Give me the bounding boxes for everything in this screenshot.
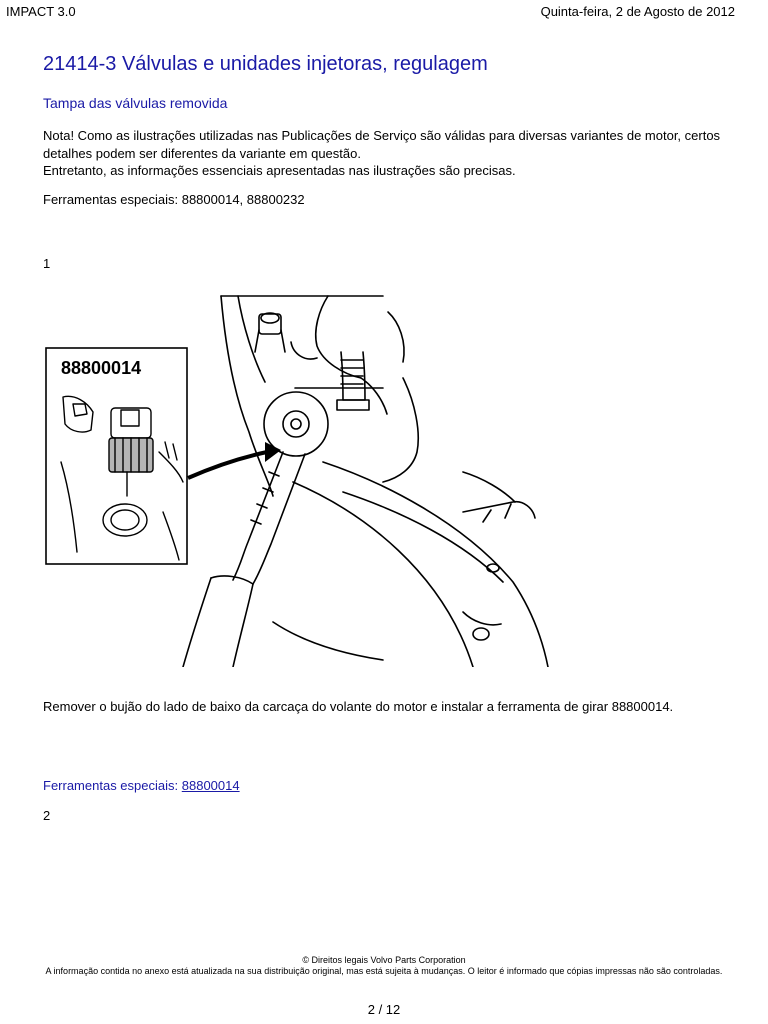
step-number-2: 2	[43, 808, 51, 823]
print-date: Quinta-feira, 2 de Agosto de 2012	[540, 4, 735, 19]
note-text: Nota! Como as ilustrações utilizadas nas Publicações de Serviço são válidas para diversas variantes de motor, certos detalhes podem ser diferentes da variante em questão.	[43, 128, 721, 161]
disclaimer-text: A informação contida no anexo está atualizada na sua distribuição original, mas está sujeita à mudanças. O leitor é informado que cópias impressas não são controladas.	[45, 966, 723, 976]
flywheel-tool-illustration	[43, 282, 553, 667]
step-number-1: 1	[43, 256, 51, 271]
step-1-instruction: Remover o bujão do lado de baixo da carcaça do volante do motor e instalar a ferramenta de girar 88800014.	[43, 699, 674, 714]
page-title: 21414-3 Válvulas e unidades injetoras, regulagem	[43, 53, 488, 75]
step-1-special-tools	[43, 778, 240, 793]
note-text-2: Entretanto, as informações essenciais apresentadas nas ilustrações são precisas.	[43, 163, 516, 178]
note-paragraph	[43, 127, 733, 180]
special-tools-label: Ferramentas especiais:	[43, 778, 179, 793]
copyright-notice: © Direitos legais Volvo Parts Corporation	[302, 955, 466, 965]
tool-88800014-link[interactable]: 88800014	[181, 778, 240, 793]
special-tools-list: Ferramentas especiais: 88800014, 88800232	[43, 192, 305, 207]
app-name: IMPACT 3.0	[6, 4, 76, 19]
page-number: 2 / 12	[367, 1002, 401, 1017]
tool-number-label: 88800014	[61, 358, 142, 378]
section-subtitle: Tampa das válvulas removida	[43, 95, 228, 111]
